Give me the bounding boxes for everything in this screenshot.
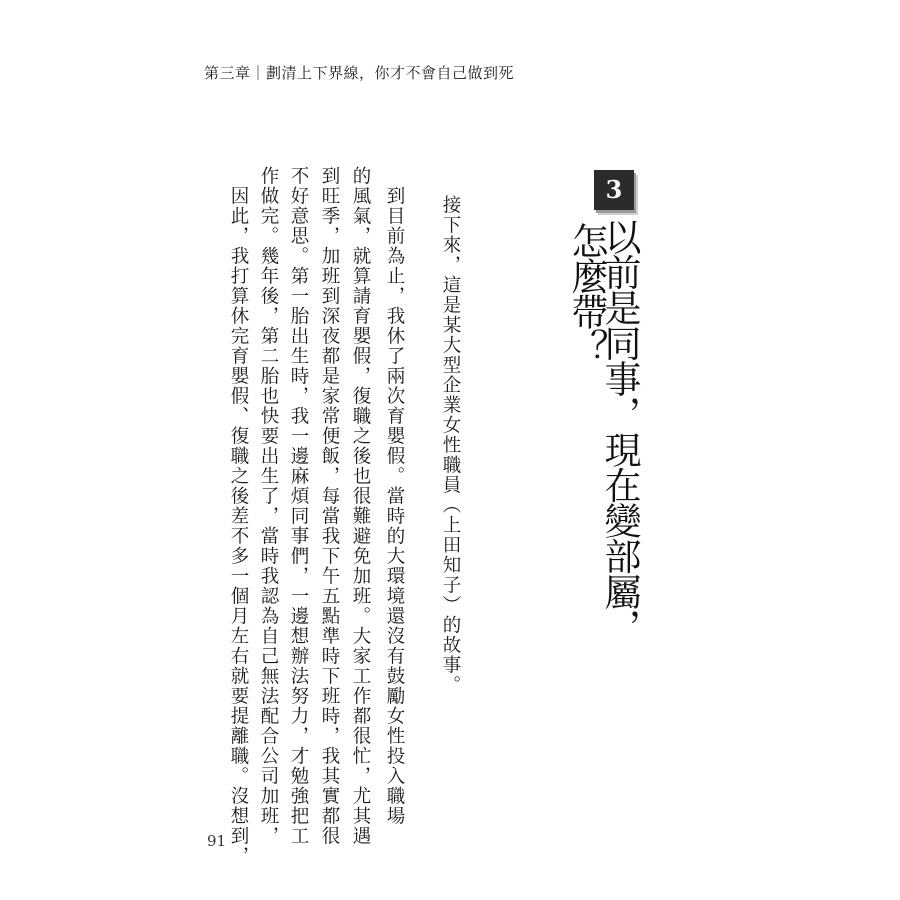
body-column-3: 到旺季，加班到深夜都是家常便飯，每當我下午五點準時下班時，我其實都很 [319,166,340,846]
running-head: 第三章｜劃清上下界線，你才不會自己做到死 [204,64,515,82]
page-number: 91 [207,832,227,850]
body-column-1: 到目前為止，我休了兩次育嬰假。當時的大環境還沒有鼓勵女性投入職場 [384,186,405,826]
section-title-line-2: 怎麼帶？ [565,222,608,364]
body-column-2: 的風氣，就算請育嬰假，復職之後也很難避免加班。大家工作都很忙，尤其遇 [350,166,371,846]
body-column-4: 不好意思。第一胎出生時，我一邊麻煩同事們，一邊想辦法努力，才勉強把工 [288,166,309,846]
intro-line: 接下來，這是某大型企業女性職員（上田知子）的故事。 [440,195,461,695]
section-title-line-1: 以前是同事，現在變部屬， [598,218,641,644]
section-number-badge: 3 [594,170,634,210]
body-column-5: 作做完。幾年後，第二胎也快要出生了，當時我認為自己無法配合公司加班， [258,166,279,846]
body-column-6: 因此，我打算休完育嬰假、復職之後差不多一個月左右就要提離職。沒想到， [228,186,249,866]
